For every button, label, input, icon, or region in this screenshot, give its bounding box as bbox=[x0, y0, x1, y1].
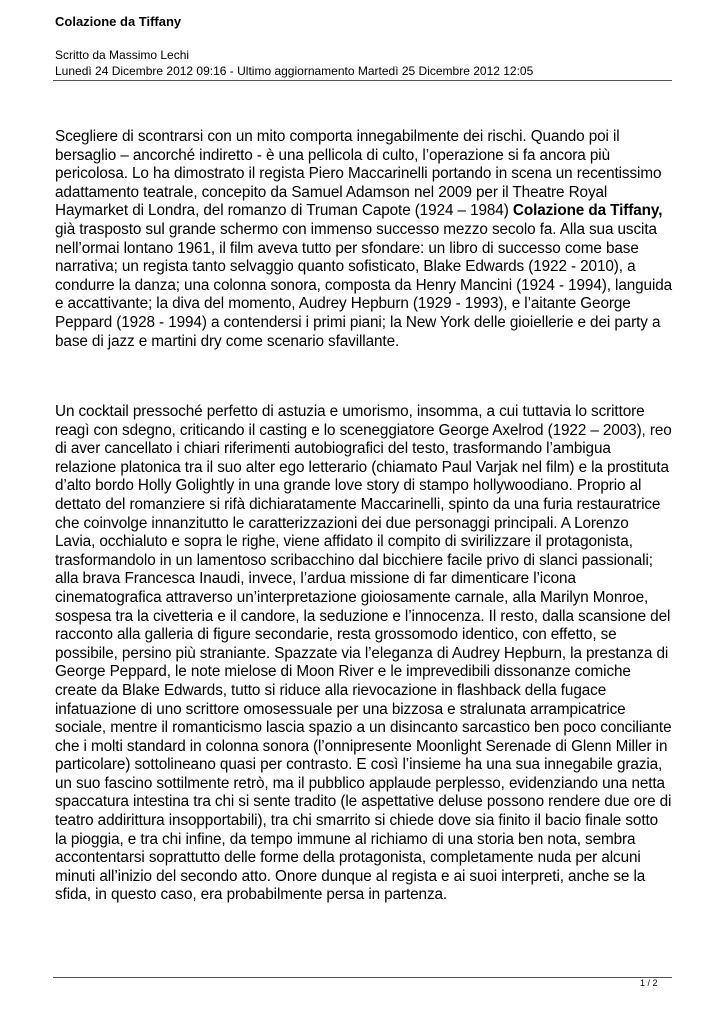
paragraph-1-bold-title: Colazione da Tiffany, bbox=[512, 202, 663, 220]
article-paragraph-2: Un cocktail pressoché perfetto di astuzia e umorismo, insomma, a cui tuttavia lo scrittore reagì con sdegno, criticando il casting e lo sceneggiatore George Axelrod (1922 – 2003), reo di aver cancellato i chiari riferimenti autobiografici del testo, trasformando l’ambigua relazione platonica tra il suo alter ego letterario (chiamato Paul Varjak nel film) e la prostituta d’alto bordo Holly Golightly in una grande love story di stampo hollywoodiano. Proprio al dettato del romanziere si rifà dichiaratamente Maccarinelli, spinto da una furia restauratrice che coinvolge innanzitutto le caratterizzazioni dei due personaggi principali. A Lorenzo Lavia, occhialuto e sopra le righe, viene affidato il compito di svirilizzare il protagonista, trasformandolo in un lamentoso scribacchino dal bicchiere facile privo di slanci passionali; alla brava Francesca Inaudi, invece, l’ardua missione di far dimenticare l’icona cinematografica attraverso un’interpretazione gioiosamente carnale, alla Marilyn Monroe, sospesa tra la civetteria e il candore, la seduzione e l’innocenza. Il resto, dalla scansione del racconto alla galleria di figure secondarie, resta grossomodo identico, con effetto, se possibile, persino più straniante. Spazzate via l’eleganza di Audrey Hepburn, la prestanza di George Peppard, le note mielose di Moon River e le imprevedibili dissonanze comiche create da Blake Edwards, tutto si riduce alla rievocazione in flashback della fugace infatuazione di uno scrittore omosessuale per una bizzosa e stralunata arrampicatrice sociale, mentre il romanticismo lascia spazio a un disincanto sarcastico ben poco conciliante che i molti standard in colonna sonora (l’onnipresente Moonlight Serenade di Glenn Miller in particolare) sottolineano quasi per contrasto. E così l’insieme ha una sua innegabile grazia, un suo fascino sottilmente retrò, ma il pubblico applaude perplesso, evidenziando una netta spaccatura intestina tra chi si sente tradito (le aspettative deluse possono rendere due ore di teatro addirittura insopportabili), tra chi smarrito si chiede dove sia finito il bacio finale sotto la pioggia, e tra chi infine, da tempo immune al richiamo di una storia ben nota, sembra accontentarsi soprattutto delle forme della protagonista, completamente nuda per alcuni minuti all’inizio del secondo atto. Onore dunque al regista e ai suoi interpreti, anche se la sfida, in questo caso, era probabilmente persa in partenza. bbox=[55, 403, 672, 904]
page-number: 1 / 2 bbox=[640, 978, 658, 988]
header-divider bbox=[53, 80, 672, 81]
paragraph-1-text-b: già trasposto sul grande schermo con immenso successo mezzo secolo fa. Alla sua uscita nell’ormai lontano 1961, il film aveva tutto per sfondare: un libro di successo come base narrativa; un regista tanto selvaggio quanto sofisticato, Blake Edwards (1922 - 2010), a condurre la danza; una colonna sonora, composta da Henry Mancini (1924 - 1994), languida e accattivante; la diva del momento, Audrey Hepburn (1929 - 1993), e l’aitante George Peppard (1928 - 1994) a contendersi i primi piani; la New York delle gioiellerie e dei party a base di jazz e martini dry come scenario sfavillante. bbox=[55, 220, 673, 350]
byline bbox=[55, 47, 533, 79]
paragraph-1-text-a: Scegliere di scontrarsi con un mito comporta innegabilmente dei rischi. Quando poi il bersaglio – ancorché indiretto - è una pellicola di culto, l’operazione si fa ancora più pericolosa. Lo ha dimostrato il regista Piero Maccarinelli portando in scena un recentissimo adattamento teatrale, concepito da Samuel Adamson nel 2009 per il Theatre Royal Haymarket di Londra, del romanzo di Truman Capote (1924 – 1984) bbox=[55, 128, 662, 220]
article-title: Colazione da Tiffany bbox=[55, 14, 182, 29]
article-paragraph-1 bbox=[55, 128, 673, 351]
author-line: Scritto da Massimo Lechi bbox=[55, 48, 190, 62]
footer-divider bbox=[53, 977, 672, 978]
date-line: Lunedì 24 Dicembre 2012 09:16 - Ultimo aggiornamento Martedì 25 Dicembre 2012 12:05 bbox=[55, 64, 534, 78]
